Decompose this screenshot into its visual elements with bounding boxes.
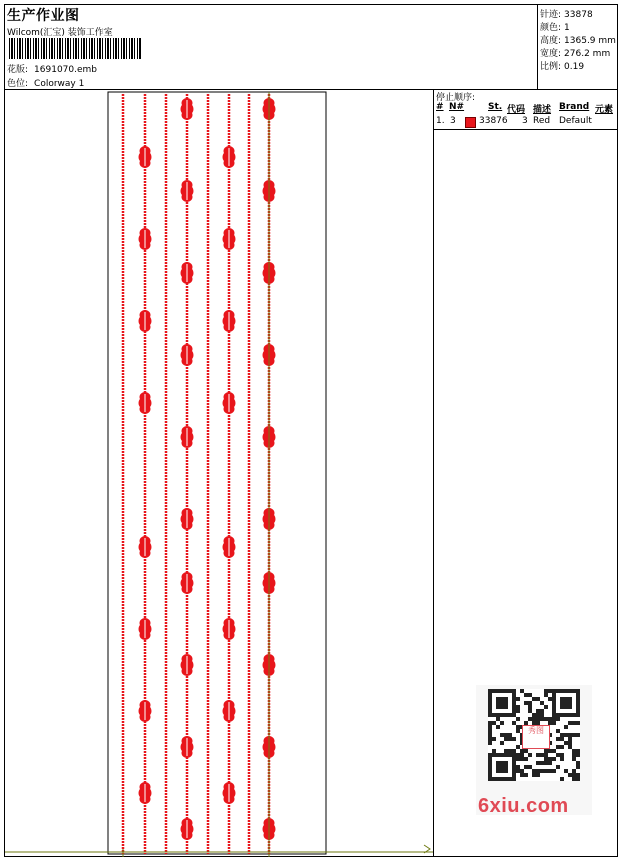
design-bounding-box <box>108 92 326 854</box>
bead-cluster <box>223 310 236 332</box>
bead-cluster <box>181 818 194 840</box>
production-worksheet <box>4 4 618 857</box>
barcode-image <box>9 38 141 59</box>
bead-cluster <box>139 146 152 168</box>
row-brand: Default <box>559 116 592 126</box>
watermark-logo: 6xiu.com <box>478 795 569 817</box>
embroidery-design <box>5 89 433 857</box>
bead-cluster <box>181 98 194 120</box>
stat-value: 0.19 <box>564 62 585 72</box>
col-header-code: 代码 <box>507 105 526 115</box>
bead-cluster <box>181 180 194 202</box>
col-header-description: 描述 <box>533 105 552 115</box>
stat-value: 1365.9 mm <box>564 36 616 46</box>
design-file-value: 1691070.emb <box>34 65 98 75</box>
stat-height <box>540 33 616 46</box>
design-file-label: 花版: <box>7 65 29 75</box>
bead-cluster <box>223 700 236 722</box>
table-divider <box>434 129 618 130</box>
col-header-element: 元素 <box>595 105 614 115</box>
thread-color-swatch <box>465 117 476 128</box>
row-code: 3 <box>522 116 528 126</box>
col-header-n: N# <box>449 102 465 112</box>
stat-width <box>540 46 610 59</box>
stop-sequence-panel <box>434 89 618 857</box>
col-header-brand: Brand <box>559 102 590 112</box>
design-stats <box>538 5 618 89</box>
bead-cluster <box>139 536 152 558</box>
design-file-row <box>7 62 97 75</box>
bead-cluster <box>223 618 236 640</box>
bead-cluster <box>139 392 152 414</box>
stat-label: 比例: <box>540 62 562 72</box>
bead-cluster <box>223 228 236 250</box>
bead-cluster <box>181 572 194 594</box>
colorway-value: Colorway 1 <box>34 79 85 89</box>
stat-value: 1 <box>564 23 570 33</box>
stat-colors <box>540 20 570 33</box>
bead-cluster <box>139 700 152 722</box>
stat-label: 颜色: <box>540 23 562 33</box>
col-header-num: # <box>436 102 444 112</box>
bead-cluster <box>139 782 152 804</box>
stat-scale <box>540 59 584 72</box>
bead-cluster <box>181 736 194 758</box>
bead-cluster <box>139 228 152 250</box>
row-n: 3 <box>450 116 456 126</box>
row-stitches: 33876 <box>479 116 508 126</box>
stat-label: 针迹: <box>540 10 562 20</box>
bead-cluster <box>181 508 194 530</box>
bead-cluster <box>181 426 194 448</box>
colorway-row <box>7 76 84 89</box>
embroidery-preview <box>5 89 434 857</box>
row-description: Red <box>533 116 551 126</box>
bead-strands <box>123 94 269 854</box>
bead-cluster <box>223 782 236 804</box>
stat-value: 33878 <box>564 10 593 20</box>
studio-name: Wilcom(汇宝) 装饰工作室 <box>7 28 113 38</box>
row-num: 1. <box>436 116 445 126</box>
stat-label: 宽度: <box>540 49 562 59</box>
bead-cluster <box>181 262 194 284</box>
bead-cluster <box>223 392 236 414</box>
bead-cluster <box>223 536 236 558</box>
colorway-label: 色位: <box>7 79 29 89</box>
bead-cluster <box>139 618 152 640</box>
stat-label: 高度: <box>540 36 562 46</box>
bead-cluster <box>139 310 152 332</box>
bead-cluster <box>181 344 194 366</box>
stat-stitches <box>540 7 593 20</box>
header-info <box>5 5 538 89</box>
stat-value: 276.2 mm <box>564 49 611 59</box>
page-title: 生产作业图 <box>7 8 80 24</box>
col-header-stitches: St. <box>488 102 503 112</box>
bead-cluster <box>223 146 236 168</box>
qr-logo-badge: 秀图 <box>522 725 550 749</box>
stop-sequence-title: 停止顺序: <box>436 93 476 103</box>
bead-cluster <box>181 654 194 676</box>
